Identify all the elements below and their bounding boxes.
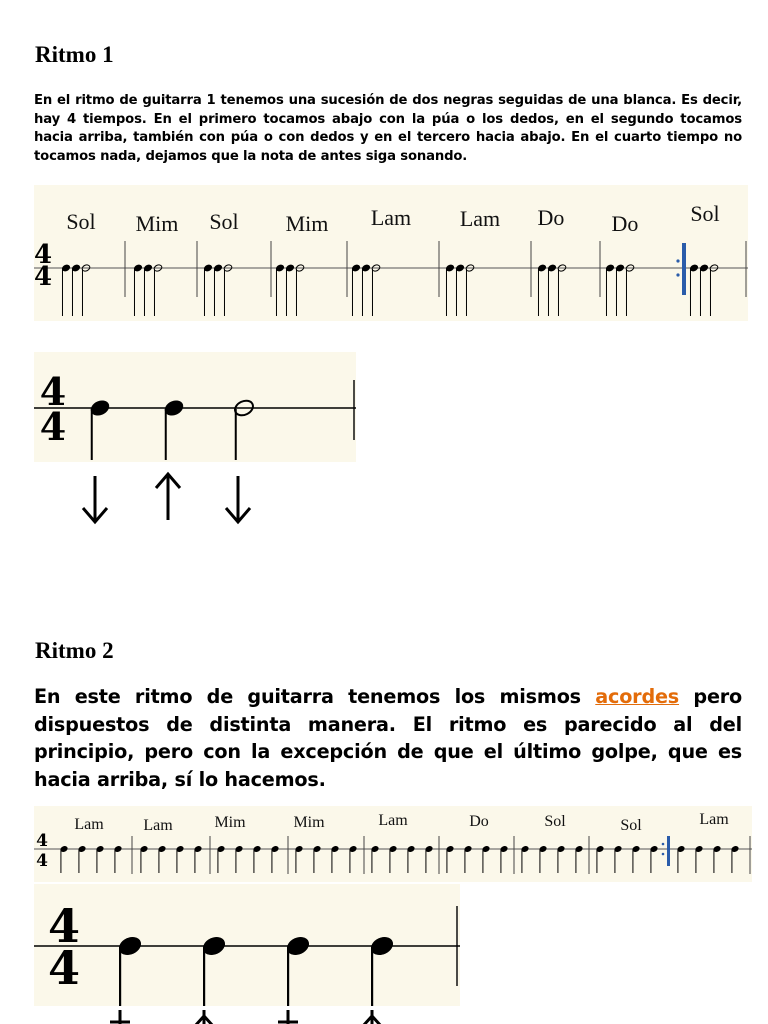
chord-label: Mim (285, 211, 329, 236)
ritmo-2-paragraph-start: En este ritmo de guitarra tenemos los mismos (34, 685, 581, 708)
chord-label: Mim (293, 814, 325, 831)
ritmo-1-pattern-notation (34, 352, 356, 462)
chord-label: Lam (143, 817, 173, 834)
chord-label: Sol (620, 817, 642, 834)
ritmo-1-pattern-block (34, 352, 356, 462)
repeat-dot (662, 843, 665, 846)
ritmo-1-time-signature-bottom: 4 (34, 262, 53, 292)
chord-label: Lam (699, 811, 729, 828)
ritmo-2-time-signature-bottom: 4 (36, 851, 48, 871)
chord-label: Do (611, 211, 639, 236)
ritmo-1-staff-strip (34, 185, 748, 321)
chord-label: Lam (74, 816, 104, 833)
repeat-barline (667, 836, 670, 866)
ritmo-1-pattern-time-signature-bottom: 4 (39, 404, 67, 449)
ritmo-2-paragraph-end: pero dispuestos de distinta manera. El ritmo es parecido al del principio, pero con la excepción de que el último golpe, que es hacia arriba, sí lo hacemos. (34, 685, 742, 791)
chord-label: Lam (459, 206, 501, 231)
ritmo-2-pattern-notation (34, 884, 460, 1006)
ritmo-1-paragraph: En el ritmo de guitarra 1 tenemos una sucesión de dos negras seguidas de una blanca. Es decir, hay 4 tiempos. En el primero tocamos abajo con la púa o los dedos, en el segundo tocamos hacia arriba, también con púa o con dedos y en el tercero hacia abajo. En el cuarto tiempo no tocamos nada, dejamos que la nota de antes siga sonando. (34, 93, 742, 164)
repeat-dot (662, 853, 665, 856)
ritmo-2-heading: Ritmo 2 (35, 638, 114, 663)
chord-label: Mim (135, 211, 179, 236)
repeat-dot (676, 273, 679, 276)
acordes-link[interactable]: acordes (595, 685, 680, 708)
chord-label: Mim (214, 814, 246, 831)
ritmo-1-staff (34, 185, 748, 321)
ritmo-2-time-signature-top: 4 (36, 831, 48, 851)
chord-label: Sol (690, 201, 720, 226)
ritmo-1-strum-arrows (60, 470, 280, 530)
ritmo-2-paragraph (34, 683, 742, 793)
ritmo-2-staff (34, 806, 752, 882)
repeat-barline (682, 243, 686, 295)
ritmo-1-pattern-time-signature-top: 4 (39, 369, 67, 414)
ritmo-2-pattern-block (34, 884, 460, 1006)
chord-label: Sol (209, 209, 239, 234)
chord-label: Do (537, 205, 565, 230)
ritmo-2-strum-arrows (90, 1008, 410, 1024)
ritmo-1-heading: Ritmo 1 (35, 42, 114, 67)
ritmo-2-pattern-time-signature-bottom: 4 (47, 941, 81, 995)
chord-label: Sol (544, 813, 566, 830)
chord-label: Sol (66, 209, 96, 234)
ritmo-2-staff-strip (34, 806, 752, 882)
repeat-dot (676, 259, 679, 262)
ritmo-2-pattern-time-signature-top: 4 (47, 899, 81, 953)
ritmo-1-time-signature-top: 4 (34, 240, 53, 270)
chord-label: Lam (370, 205, 412, 230)
chord-label: Lam (378, 812, 408, 829)
chord-label: Do (469, 813, 489, 830)
